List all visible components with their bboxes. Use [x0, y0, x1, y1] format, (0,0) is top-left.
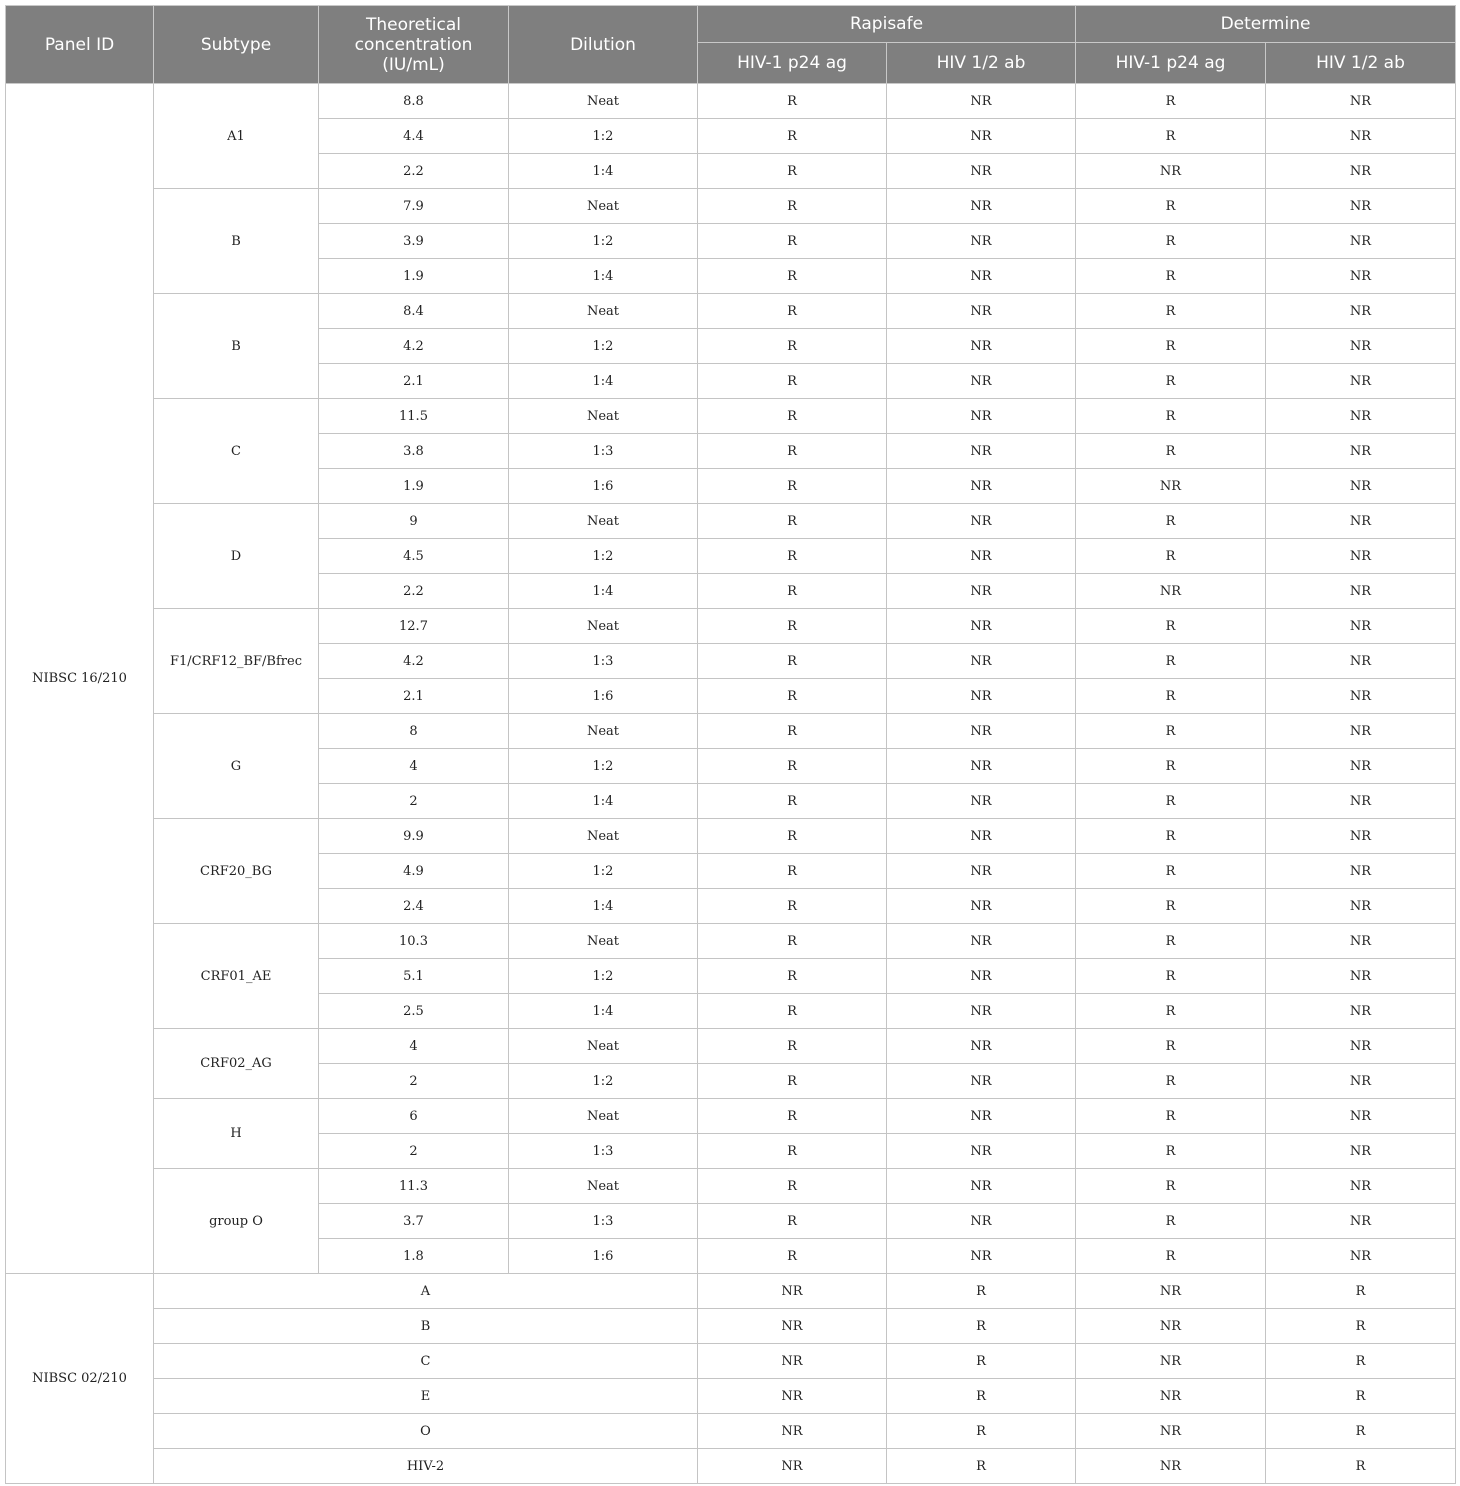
determine-hiv12-ab-cell: NR: [1266, 924, 1456, 959]
determine-hiv12-ab-cell: NR: [1266, 1099, 1456, 1134]
determine-hiv12-ab-cell: R: [1266, 1344, 1456, 1379]
determine-hiv12-ab-cell: NR: [1266, 959, 1456, 994]
col-header-rapisafe-hiv12-ab: HIV 1/2 ab: [887, 43, 1076, 84]
table-row: [6, 1309, 1456, 1344]
subtype-cell: F1/CRF12_BF/Bfrec: [154, 609, 319, 714]
determine-hiv12-ab-cell: NR: [1266, 819, 1456, 854]
determine-p24-ag-cell: R: [1076, 714, 1266, 749]
determine-p24-ag-cell: NR: [1076, 1309, 1266, 1344]
dilution-cell: Neat: [509, 189, 698, 224]
determine-hiv12-ab-cell: NR: [1266, 1064, 1456, 1099]
determine-hiv12-ab-cell: NR: [1266, 154, 1456, 189]
rapisafe-hiv12-ab-cell: NR: [887, 889, 1076, 924]
rapisafe-hiv12-ab-cell: NR: [887, 1169, 1076, 1204]
dilution-cell: 1:4: [509, 259, 698, 294]
rapisafe-hiv12-ab-cell: R: [887, 1344, 1076, 1379]
col-group-rapisafe: Rapisafe: [698, 6, 1076, 43]
determine-hiv12-ab-cell: NR: [1266, 329, 1456, 364]
determine-p24-ag-cell: NR: [1076, 154, 1266, 189]
rapisafe-hiv12-ab-cell: NR: [887, 469, 1076, 504]
rapisafe-p24-ag-cell: NR: [698, 1274, 887, 1309]
determine-hiv12-ab-cell: R: [1266, 1414, 1456, 1449]
subtype-cell: H: [154, 1099, 319, 1169]
concentration-cell: 2.2: [319, 154, 509, 189]
rapisafe-p24-ag-cell: NR: [698, 1449, 887, 1484]
dilution-cell: 1:4: [509, 574, 698, 609]
determine-hiv12-ab-cell: R: [1266, 1309, 1456, 1344]
determine-p24-ag-cell: R: [1076, 224, 1266, 259]
determine-p24-ag-cell: R: [1076, 399, 1266, 434]
table-row: [6, 1414, 1456, 1449]
dilution-cell: 1:6: [509, 1239, 698, 1274]
determine-p24-ag-cell: R: [1076, 889, 1266, 924]
subtype-cell: group O: [154, 1169, 319, 1274]
rapisafe-hiv12-ab-cell: NR: [887, 399, 1076, 434]
dilution-cell: 1:2: [509, 539, 698, 574]
determine-hiv12-ab-cell: NR: [1266, 504, 1456, 539]
dilution-cell: Neat: [509, 924, 698, 959]
concentration-cell: 4.4: [319, 119, 509, 154]
concentration-cell: 8.4: [319, 294, 509, 329]
rapisafe-hiv12-ab-cell: NR: [887, 84, 1076, 119]
determine-p24-ag-cell: NR: [1076, 1379, 1266, 1414]
determine-p24-ag-cell: NR: [1076, 1274, 1266, 1309]
rapisafe-p24-ag-cell: R: [698, 84, 887, 119]
dilution-cell: Neat: [509, 819, 698, 854]
concentration-cell: 12.7: [319, 609, 509, 644]
determine-p24-ag-cell: R: [1076, 784, 1266, 819]
rapisafe-hiv12-ab-cell: NR: [887, 609, 1076, 644]
subtype-cell: CRF02_AG: [154, 1029, 319, 1099]
concentration-cell: 4: [319, 749, 509, 784]
rapisafe-hiv12-ab-cell: NR: [887, 1204, 1076, 1239]
table-row: [6, 84, 1456, 119]
determine-p24-ag-cell: R: [1076, 609, 1266, 644]
table-row: [6, 1029, 1456, 1064]
rapisafe-hiv12-ab-cell: NR: [887, 1029, 1076, 1064]
determine-hiv12-ab-cell: NR: [1266, 294, 1456, 329]
determine-hiv12-ab-cell: NR: [1266, 189, 1456, 224]
rapisafe-hiv12-ab-cell: R: [887, 1274, 1076, 1309]
table-row: [6, 924, 1456, 959]
dilution-cell: 1:2: [509, 854, 698, 889]
rapisafe-hiv12-ab-cell: NR: [887, 1099, 1076, 1134]
table-row: [6, 1169, 1456, 1204]
determine-p24-ag-cell: R: [1076, 259, 1266, 294]
determine-hiv12-ab-cell: NR: [1266, 224, 1456, 259]
concentration-cell: 2.2: [319, 574, 509, 609]
rapisafe-hiv12-ab-cell: NR: [887, 1064, 1076, 1099]
rapisafe-hiv12-ab-cell: NR: [887, 1134, 1076, 1169]
rapisafe-hiv12-ab-cell: NR: [887, 854, 1076, 889]
determine-p24-ag-cell: R: [1076, 959, 1266, 994]
concentration-cell: 11.3: [319, 1169, 509, 1204]
determine-hiv12-ab-cell: R: [1266, 1449, 1456, 1484]
rapisafe-hiv12-ab-cell: NR: [887, 189, 1076, 224]
subtype-cell: B: [154, 294, 319, 399]
panel-id-cell: NIBSC 16/210: [6, 84, 154, 1274]
determine-p24-ag-cell: R: [1076, 434, 1266, 469]
dilution-cell: 1:3: [509, 1134, 698, 1169]
determine-hiv12-ab-cell: NR: [1266, 399, 1456, 434]
rapisafe-hiv12-ab-cell: NR: [887, 539, 1076, 574]
rapisafe-hiv12-ab-cell: R: [887, 1379, 1076, 1414]
rapisafe-p24-ag-cell: R: [698, 469, 887, 504]
col-header-dilution: Dilution: [509, 6, 698, 84]
concentration-cell: 7.9: [319, 189, 509, 224]
rapisafe-hiv12-ab-cell: NR: [887, 329, 1076, 364]
rapisafe-p24-ag-cell: R: [698, 784, 887, 819]
rapisafe-p24-ag-cell: R: [698, 1169, 887, 1204]
determine-hiv12-ab-cell: NR: [1266, 434, 1456, 469]
subtype-cell: D: [154, 504, 319, 609]
rapisafe-hiv12-ab-cell: NR: [887, 714, 1076, 749]
concentration-cell: 2: [319, 1064, 509, 1099]
rapisafe-hiv12-ab-cell: NR: [887, 749, 1076, 784]
rapisafe-p24-ag-cell: R: [698, 889, 887, 924]
rapisafe-hiv12-ab-cell: NR: [887, 679, 1076, 714]
rapisafe-p24-ag-cell: R: [698, 574, 887, 609]
determine-hiv12-ab-cell: NR: [1266, 714, 1456, 749]
rapisafe-hiv12-ab-cell: NR: [887, 434, 1076, 469]
dilution-cell: Neat: [509, 399, 698, 434]
determine-p24-ag-cell: R: [1076, 994, 1266, 1029]
concentration-cell: 1.8: [319, 1239, 509, 1274]
rapisafe-hiv12-ab-cell: NR: [887, 154, 1076, 189]
rapisafe-hiv12-ab-cell: R: [887, 1414, 1076, 1449]
table-row: [6, 714, 1456, 749]
rapisafe-p24-ag-cell: NR: [698, 1309, 887, 1344]
dilution-cell: Neat: [509, 1169, 698, 1204]
dilution-cell: 1:6: [509, 469, 698, 504]
table-body: [6, 84, 1456, 1484]
concentration-cell: 9: [319, 504, 509, 539]
determine-p24-ag-cell: R: [1076, 189, 1266, 224]
dilution-cell: Neat: [509, 609, 698, 644]
determine-p24-ag-cell: R: [1076, 679, 1266, 714]
rapisafe-p24-ag-cell: R: [698, 119, 887, 154]
determine-hiv12-ab-cell: R: [1266, 1274, 1456, 1309]
dilution-cell: 1:2: [509, 749, 698, 784]
rapisafe-p24-ag-cell: R: [698, 679, 887, 714]
determine-p24-ag-cell: R: [1076, 1204, 1266, 1239]
determine-p24-ag-cell: R: [1076, 119, 1266, 154]
determine-hiv12-ab-cell: NR: [1266, 854, 1456, 889]
subtype-cell: C: [154, 399, 319, 504]
subtype-cell: A1: [154, 84, 319, 189]
table-row: [6, 819, 1456, 854]
rapisafe-hiv12-ab-cell: NR: [887, 574, 1076, 609]
determine-p24-ag-cell: R: [1076, 1239, 1266, 1274]
concentration-cell: 3.8: [319, 434, 509, 469]
dilution-cell: 1:4: [509, 154, 698, 189]
rapisafe-p24-ag-cell: R: [698, 259, 887, 294]
subtype-cell: G: [154, 714, 319, 819]
table-row: [6, 294, 1456, 329]
concentration-cell: 8.8: [319, 84, 509, 119]
determine-hiv12-ab-cell: NR: [1266, 469, 1456, 504]
determine-p24-ag-cell: R: [1076, 539, 1266, 574]
determine-hiv12-ab-cell: NR: [1266, 1029, 1456, 1064]
concentration-cell: 1.9: [319, 259, 509, 294]
rapisafe-p24-ag-cell: R: [698, 644, 887, 679]
concentration-cell: 4.5: [319, 539, 509, 574]
determine-hiv12-ab-cell: NR: [1266, 84, 1456, 119]
rapisafe-hiv12-ab-cell: NR: [887, 959, 1076, 994]
table-row: [6, 504, 1456, 539]
col-header-panel-id: Panel ID: [6, 6, 154, 84]
concentration-cell: 2.4: [319, 889, 509, 924]
rapisafe-p24-ag-cell: R: [698, 1239, 887, 1274]
dilution-cell: 1:2: [509, 329, 698, 364]
col-header-determine-p24-ag: HIV-1 p24 ag: [1076, 43, 1266, 84]
table-row: [6, 189, 1456, 224]
dilution-cell: 1:2: [509, 119, 698, 154]
col-header-determine-hiv12-ab: HIV 1/2 ab: [1266, 43, 1456, 84]
subtype-cell: CRF01_AE: [154, 924, 319, 1029]
rapisafe-p24-ag-cell: R: [698, 714, 887, 749]
determine-p24-ag-cell: R: [1076, 819, 1266, 854]
table-row: [6, 1379, 1456, 1414]
rapisafe-p24-ag-cell: R: [698, 854, 887, 889]
dilution-cell: 1:2: [509, 1064, 698, 1099]
rapisafe-p24-ag-cell: R: [698, 749, 887, 784]
concentration-cell: 2: [319, 1134, 509, 1169]
rapisafe-p24-ag-cell: NR: [698, 1344, 887, 1379]
concentration-cell: 3.9: [319, 224, 509, 259]
determine-p24-ag-cell: NR: [1076, 1449, 1266, 1484]
determine-hiv12-ab-cell: NR: [1266, 119, 1456, 154]
determine-p24-ag-cell: R: [1076, 1134, 1266, 1169]
rapisafe-p24-ag-cell: R: [698, 609, 887, 644]
determine-p24-ag-cell: R: [1076, 1064, 1266, 1099]
determine-hiv12-ab-cell: NR: [1266, 889, 1456, 924]
rapisafe-hiv12-ab-cell: R: [887, 1309, 1076, 1344]
table-row: [6, 1099, 1456, 1134]
rapisafe-p24-ag-cell: R: [698, 1029, 887, 1064]
rapisafe-p24-ag-cell: R: [698, 1099, 887, 1134]
rapisafe-hiv12-ab-cell: NR: [887, 924, 1076, 959]
concentration-cell: 5.1: [319, 959, 509, 994]
rapisafe-p24-ag-cell: R: [698, 434, 887, 469]
determine-hiv12-ab-cell: NR: [1266, 994, 1456, 1029]
rapisafe-p24-ag-cell: R: [698, 1134, 887, 1169]
concentration-cell: 10.3: [319, 924, 509, 959]
determine-p24-ag-cell: R: [1076, 749, 1266, 784]
rapisafe-hiv12-ab-cell: NR: [887, 994, 1076, 1029]
determine-p24-ag-cell: R: [1076, 1099, 1266, 1134]
concentration-cell: 2.1: [319, 364, 509, 399]
rapisafe-hiv12-ab-cell: NR: [887, 364, 1076, 399]
rapisafe-p24-ag-cell: R: [698, 1204, 887, 1239]
determine-hiv12-ab-cell: NR: [1266, 784, 1456, 819]
results-table: [5, 5, 1456, 1484]
dilution-cell: Neat: [509, 714, 698, 749]
determine-hiv12-ab-cell: NR: [1266, 364, 1456, 399]
concentration-cell: 4.2: [319, 329, 509, 364]
col-header-subtype: Subtype: [154, 6, 319, 84]
rapisafe-p24-ag-cell: R: [698, 154, 887, 189]
concentration-cell: 2.1: [319, 679, 509, 714]
determine-p24-ag-cell: R: [1076, 924, 1266, 959]
dilution-cell: 1:3: [509, 434, 698, 469]
concentration-cell: 3.7: [319, 1204, 509, 1239]
rapisafe-p24-ag-cell: NR: [698, 1379, 887, 1414]
dilution-cell: 1:2: [509, 959, 698, 994]
concentration-cell: 4.9: [319, 854, 509, 889]
table-row: [6, 1344, 1456, 1379]
determine-p24-ag-cell: R: [1076, 1029, 1266, 1064]
table-row: [6, 1274, 1456, 1309]
rapisafe-p24-ag-cell: R: [698, 399, 887, 434]
rapisafe-p24-ag-cell: R: [698, 819, 887, 854]
determine-hiv12-ab-cell: NR: [1266, 644, 1456, 679]
subtype-cell: HIV-2: [154, 1449, 698, 1484]
dilution-cell: 1:3: [509, 1204, 698, 1239]
rapisafe-p24-ag-cell: R: [698, 329, 887, 364]
determine-p24-ag-cell: R: [1076, 364, 1266, 399]
concentration-cell: 4.2: [319, 644, 509, 679]
concentration-cell: 11.5: [319, 399, 509, 434]
determine-p24-ag-cell: NR: [1076, 1344, 1266, 1379]
dilution-cell: 1:2: [509, 224, 698, 259]
determine-p24-ag-cell: R: [1076, 1169, 1266, 1204]
concentration-cell: 1.9: [319, 469, 509, 504]
determine-hiv12-ab-cell: NR: [1266, 1134, 1456, 1169]
concentration-cell: 9.9: [319, 819, 509, 854]
determine-hiv12-ab-cell: NR: [1266, 259, 1456, 294]
rapisafe-hiv12-ab-cell: NR: [887, 644, 1076, 679]
rapisafe-p24-ag-cell: R: [698, 504, 887, 539]
determine-p24-ag-cell: NR: [1076, 574, 1266, 609]
determine-p24-ag-cell: R: [1076, 84, 1266, 119]
col-header-theoretical-concentration: Theoretical concentration (IU/mL): [319, 6, 509, 84]
concentration-cell: 2: [319, 784, 509, 819]
determine-p24-ag-cell: R: [1076, 504, 1266, 539]
dilution-cell: Neat: [509, 504, 698, 539]
rapisafe-hiv12-ab-cell: NR: [887, 504, 1076, 539]
rapisafe-p24-ag-cell: R: [698, 924, 887, 959]
concentration-cell: 2.5: [319, 994, 509, 1029]
determine-hiv12-ab-cell: NR: [1266, 574, 1456, 609]
determine-hiv12-ab-cell: R: [1266, 1379, 1456, 1414]
rapisafe-p24-ag-cell: R: [698, 189, 887, 224]
table-row: [6, 609, 1456, 644]
table-header: [6, 6, 1456, 84]
determine-p24-ag-cell: NR: [1076, 1414, 1266, 1449]
rapisafe-p24-ag-cell: R: [698, 959, 887, 994]
determine-hiv12-ab-cell: NR: [1266, 1169, 1456, 1204]
rapisafe-p24-ag-cell: R: [698, 364, 887, 399]
rapisafe-hiv12-ab-cell: NR: [887, 784, 1076, 819]
rapisafe-p24-ag-cell: NR: [698, 1414, 887, 1449]
rapisafe-hiv12-ab-cell: NR: [887, 294, 1076, 329]
rapisafe-p24-ag-cell: R: [698, 294, 887, 329]
dilution-cell: Neat: [509, 294, 698, 329]
rapisafe-hiv12-ab-cell: NR: [887, 119, 1076, 154]
rapisafe-hiv12-ab-cell: NR: [887, 819, 1076, 854]
dilution-cell: Neat: [509, 1029, 698, 1064]
dilution-cell: 1:4: [509, 889, 698, 924]
determine-hiv12-ab-cell: NR: [1266, 1239, 1456, 1274]
subtype-cell: C: [154, 1344, 698, 1379]
dilution-cell: 1:6: [509, 679, 698, 714]
dilution-cell: 1:4: [509, 994, 698, 1029]
table-row: [6, 399, 1456, 434]
rapisafe-hiv12-ab-cell: R: [887, 1449, 1076, 1484]
subtype-cell: A: [154, 1274, 698, 1309]
col-group-determine: Determine: [1076, 6, 1456, 43]
determine-p24-ag-cell: NR: [1076, 469, 1266, 504]
determine-p24-ag-cell: R: [1076, 294, 1266, 329]
determine-hiv12-ab-cell: NR: [1266, 1204, 1456, 1239]
determine-p24-ag-cell: R: [1076, 854, 1266, 889]
determine-hiv12-ab-cell: NR: [1266, 539, 1456, 574]
dilution-cell: Neat: [509, 1099, 698, 1134]
determine-hiv12-ab-cell: NR: [1266, 749, 1456, 784]
determine-p24-ag-cell: R: [1076, 644, 1266, 679]
rapisafe-hiv12-ab-cell: NR: [887, 259, 1076, 294]
subtype-cell: B: [154, 1309, 698, 1344]
dilution-cell: 1:4: [509, 364, 698, 399]
concentration-cell: 8: [319, 714, 509, 749]
subtype-cell: B: [154, 189, 319, 294]
subtype-cell: CRF20_BG: [154, 819, 319, 924]
rapisafe-hiv12-ab-cell: NR: [887, 224, 1076, 259]
rapisafe-hiv12-ab-cell: NR: [887, 1239, 1076, 1274]
determine-hiv12-ab-cell: NR: [1266, 609, 1456, 644]
concentration-cell: 6: [319, 1099, 509, 1134]
rapisafe-p24-ag-cell: R: [698, 994, 887, 1029]
rapisafe-p24-ag-cell: R: [698, 1064, 887, 1099]
rapisafe-p24-ag-cell: R: [698, 539, 887, 574]
subtype-cell: O: [154, 1414, 698, 1449]
dilution-cell: 1:4: [509, 784, 698, 819]
table-row: [6, 1449, 1456, 1484]
col-header-rapisafe-p24-ag: HIV-1 p24 ag: [698, 43, 887, 84]
dilution-cell: 1:3: [509, 644, 698, 679]
subtype-cell: E: [154, 1379, 698, 1414]
concentration-cell: 4: [319, 1029, 509, 1064]
rapisafe-p24-ag-cell: R: [698, 224, 887, 259]
dilution-cell: Neat: [509, 84, 698, 119]
panel-id-cell: NIBSC 02/210: [6, 1274, 154, 1484]
determine-p24-ag-cell: R: [1076, 329, 1266, 364]
determine-hiv12-ab-cell: NR: [1266, 679, 1456, 714]
